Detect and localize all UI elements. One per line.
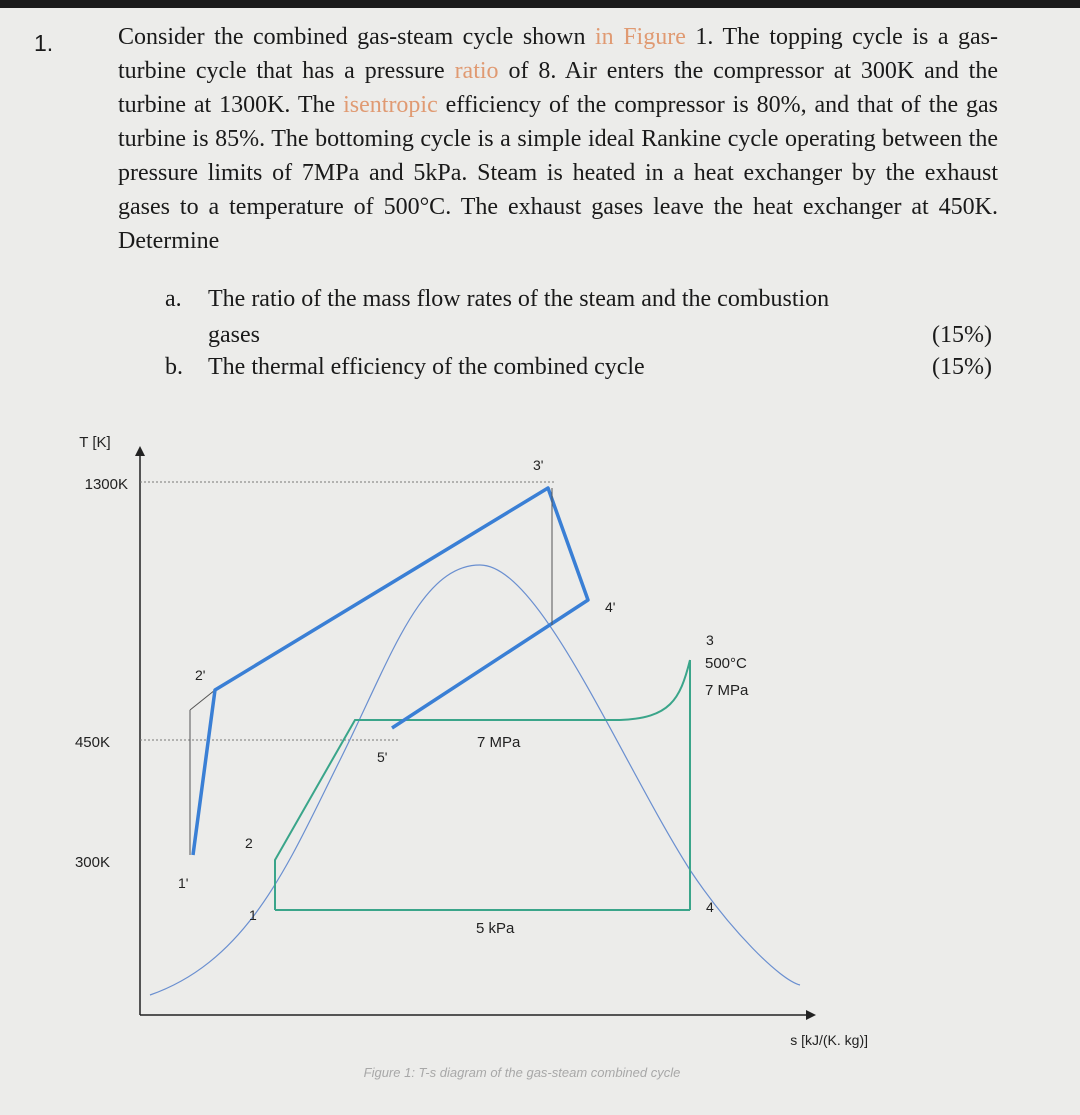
rankine-superheat-curve bbox=[620, 660, 690, 720]
part-a-letter: a. bbox=[165, 286, 182, 312]
state-label-4p: 4' bbox=[605, 599, 616, 615]
question-text bbox=[118, 20, 998, 258]
isobar-label-5kpa: 5 kPa bbox=[476, 920, 515, 937]
figure-caption: Figure 1: T-s diagram of the gas-steam combined cycle bbox=[363, 1065, 681, 1080]
state3-temperature: 500°C bbox=[705, 655, 747, 672]
saturation-dome bbox=[150, 565, 800, 995]
state-label-4: 4 bbox=[706, 899, 714, 915]
part-b-letter: b. bbox=[165, 354, 183, 380]
part-b-weight: (15%) bbox=[932, 354, 992, 380]
state-label-1: 1 bbox=[249, 907, 257, 923]
y-axis-label: T [K] bbox=[79, 434, 111, 451]
state-label-2: 2 bbox=[245, 835, 253, 851]
state-label-3: 3 bbox=[706, 632, 714, 648]
part-a-weight: (15%) bbox=[932, 322, 992, 348]
brayton-cycle-path bbox=[193, 488, 588, 855]
state-label-2p: 2' bbox=[195, 667, 206, 683]
question-text-segment: Consider the combined gas-steam cycle shown bbox=[118, 24, 596, 50]
question-text-segment: ratio bbox=[454, 58, 499, 84]
question-text-segment: in Figure bbox=[595, 24, 686, 50]
x-axis-arrow bbox=[806, 1010, 816, 1020]
isobar-label-7mpa: 7 MPa bbox=[477, 734, 521, 751]
ts-diagram-figure bbox=[0, 420, 1080, 1115]
state-label-1p: 1' bbox=[178, 875, 189, 891]
state-label-3p: 3' bbox=[533, 457, 544, 473]
part-a-text-line1: The ratio of the mass flow rates of the steam and the combustion bbox=[208, 286, 830, 312]
x-axis-label: s [kJ/(K. kg)] bbox=[790, 1032, 868, 1048]
rankine-cycle-path bbox=[275, 720, 620, 910]
question-text-segment: efficiency of the compressor is 80%, and that of the gas turbine is 85%. The bottoming cycle is a simple ideal Rankine cycle operating between the pressure limits of 7MPa and 5kPa. Steam is heated in a heat exchanger by the exhaust gases to a temperature of 500°C. The exhaust gases leave the heat exchanger at 450K. Determine bbox=[118, 92, 999, 254]
y-tick-label: 300K bbox=[74, 854, 110, 871]
question-text-segment: 1. The topping cycle is a gas-turbine cycle that has a pressure bbox=[118, 24, 999, 84]
y-tick-label: 450K bbox=[74, 734, 110, 751]
state-label-5p: 5' bbox=[377, 749, 388, 765]
y-axis-arrow bbox=[135, 446, 145, 456]
question-number: 1. bbox=[34, 30, 54, 56]
question-text-segment: isentropic bbox=[343, 92, 438, 118]
top-border bbox=[0, 0, 1080, 8]
y-tick-label: 1300K bbox=[84, 476, 128, 493]
part-a-text-line2: gases bbox=[208, 322, 260, 348]
state3-pressure: 7 MPa bbox=[705, 682, 749, 699]
ts-diagram bbox=[0, 420, 1080, 1111]
part-b-text: The thermal efficiency of the combined cycle bbox=[208, 354, 645, 380]
question-text-segment: of 8. Air enters the compressor at 300K and the turbine at 1300K. The bbox=[118, 58, 998, 118]
